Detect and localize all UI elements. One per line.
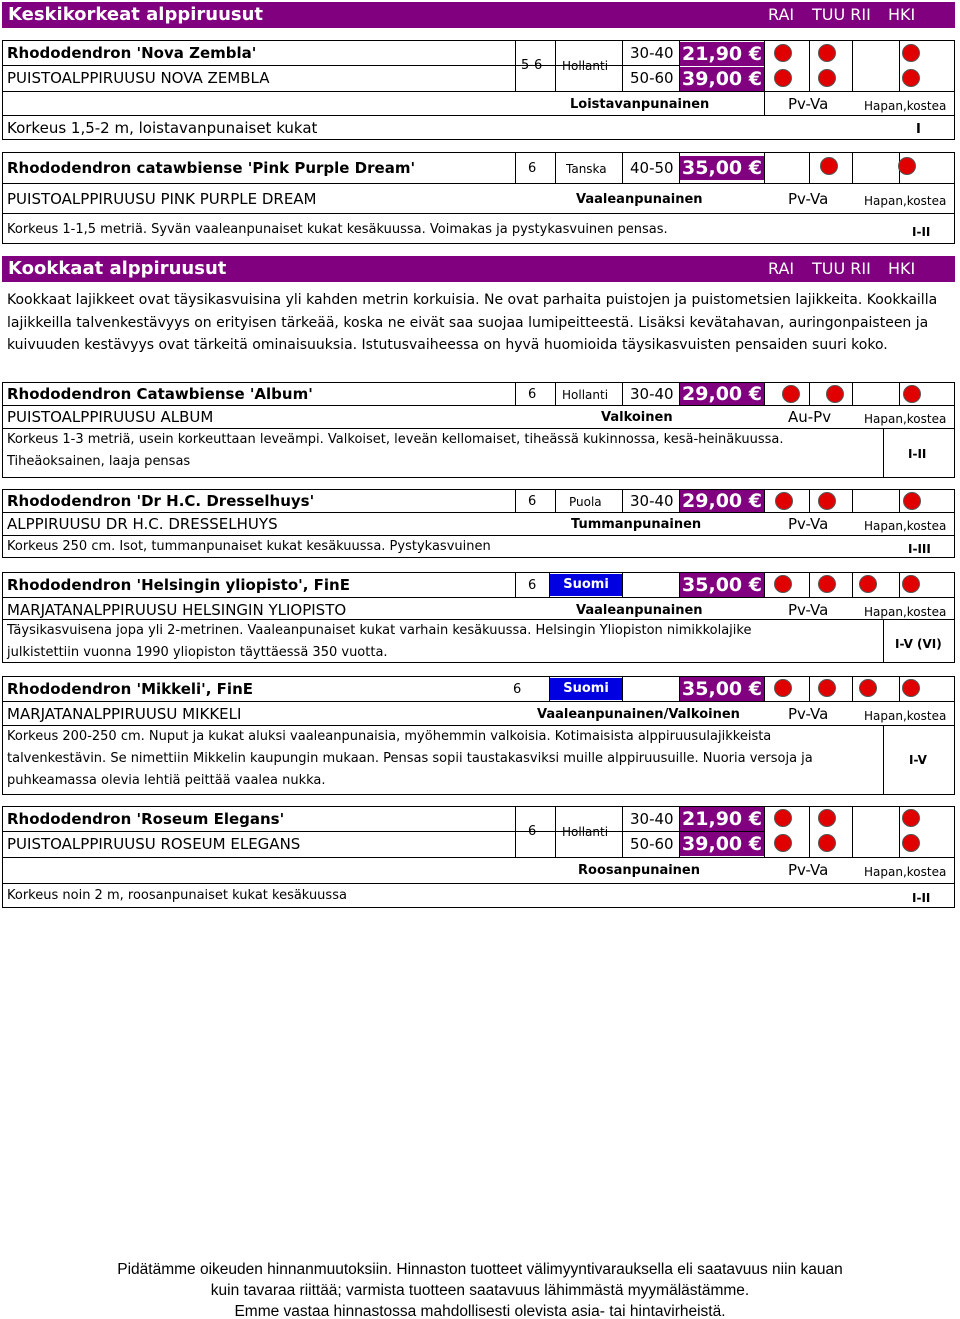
- flower-color: Valkoinen: [601, 410, 673, 425]
- product-album: [2, 382, 955, 478]
- bloom-time: Au-Pv: [788, 408, 832, 426]
- origin: Hollanti: [562, 388, 609, 402]
- soil: Hapan,kostea: [864, 709, 947, 723]
- zone: 5-6: [521, 58, 543, 73]
- description: Tiheäoksainen, laaja pensas: [7, 454, 191, 469]
- soil: Hapan,kostea: [864, 865, 947, 879]
- price: 35,00 €: [680, 156, 764, 180]
- description: talvenkestävin. Se nimettiin Mikkelin kaupungin mukaan. Pensas sopii taustakasviksi muille alppiruusuille. Nuoria versoja ja: [7, 751, 813, 766]
- product-fi-name: MARJATANALPPIRUUSU MIKKELI: [7, 705, 242, 723]
- origin: Hollanti: [562, 825, 609, 839]
- product-helsingin-yliopisto: [2, 572, 955, 663]
- availability-dot: [818, 834, 836, 852]
- flower-color: Loistavanpunainen: [570, 97, 710, 112]
- product-fi-name: PUISTOALPPIRUUSU PINK PURPLE DREAM: [7, 190, 317, 208]
- product-mikkeli: [2, 676, 955, 795]
- store-tuu-rii: TUU RII: [812, 5, 871, 24]
- bloom-time: Pv-Va: [788, 705, 829, 723]
- price: 29,00 €: [680, 383, 764, 405]
- availability-dot: [818, 44, 836, 62]
- hardiness: I: [916, 122, 921, 137]
- product-fi-name: PUISTOALPPIRUUSU ALBUM: [7, 408, 214, 426]
- bloom-time: Pv-Va: [788, 95, 829, 113]
- description: Korkeus 1,5-2 m, loistavanpunaiset kukat: [7, 119, 318, 137]
- availability-dot: [774, 834, 792, 852]
- availability-dot: [826, 385, 844, 403]
- section-title: Keskikorkeat alppiruusut: [8, 4, 264, 25]
- bloom-time: Pv-Va: [788, 601, 829, 619]
- availability-dot: [782, 385, 800, 403]
- store-hki: HKI: [888, 5, 916, 24]
- size: 30-40: [630, 810, 674, 828]
- availability-dot: [902, 44, 920, 62]
- product-fi-name: MARJATANALPPIRUUSU HELSINGIN YLIOPISTO: [7, 601, 347, 619]
- availability-dot: [818, 679, 836, 697]
- availability-dot: [818, 69, 836, 87]
- size: 40-50: [630, 159, 674, 177]
- soil: Hapan,kostea: [864, 194, 947, 208]
- product-nova-zembla: [2, 40, 955, 140]
- origin: Puola: [569, 495, 602, 509]
- product-name: Rhododendron 'Mikkeli', FinE: [7, 680, 253, 698]
- origin: Tanska: [566, 162, 607, 176]
- bloom-time: Pv-Va: [788, 861, 829, 879]
- hardiness: I-II: [912, 225, 931, 239]
- size: 50-60: [630, 835, 674, 853]
- product-roseum-elegans: [2, 806, 955, 908]
- flower-color: Vaaleanpunainen: [576, 603, 703, 618]
- zone: 6: [528, 578, 537, 593]
- origin-finland-badge: Suomi: [550, 574, 622, 596]
- store-rai: RAI: [768, 5, 795, 24]
- description: Korkeus 250 cm. Isot, tummanpunaiset kukat kesäkuussa. Pystykasvuinen: [7, 539, 491, 554]
- store-rai: RAI: [768, 259, 795, 278]
- price: 29,00 €: [680, 490, 764, 512]
- availability-dot: [820, 157, 838, 175]
- product-name: Rhododendron 'Dr H.C. Dresselhuys': [7, 492, 315, 510]
- size: 30-40: [630, 492, 674, 510]
- product-name: Rhododendron catawbiense 'Pink Purple Dream': [7, 159, 416, 177]
- price: 39,00 €: [680, 67, 764, 91]
- bloom-time: Pv-Va: [788, 515, 829, 533]
- description: puhkeamassa olevia lehtiä peittää vaalea nukka.: [7, 773, 326, 788]
- flower-color: Vaaleanpunainen/Valkoinen: [537, 707, 740, 722]
- description: Korkeus 1-3 metriä, usein korkeuttaan leveämpi. Valkoiset, leveän kellomaiset, tiheässä kukinnossa, kesä-heinäkuussa.: [7, 432, 784, 447]
- product-name: Rhododendron 'Helsingin yliopisto', FinE: [7, 576, 350, 594]
- availability-dot: [774, 575, 792, 593]
- availability-dot: [774, 44, 792, 62]
- footer-disclaimer: [0, 1259, 960, 1319]
- description: Korkeus noin 2 m, roosanpunaiset kukat kesäkuussa: [7, 888, 347, 903]
- availability-dot: [903, 492, 921, 510]
- availability-dot: [902, 809, 920, 827]
- section-header-tall: [2, 256, 955, 282]
- zone: 6: [528, 824, 537, 839]
- availability-dot: [859, 679, 877, 697]
- product-name: Rhododendron 'Nova Zembla': [7, 44, 257, 62]
- store-hki: HKI: [888, 259, 916, 278]
- price: 21,90 €: [680, 807, 764, 831]
- flower-color: Roosanpunainen: [578, 863, 701, 878]
- product-fi-name: ALPPIRUUSU DR H.C. DRESSELHUYS: [7, 515, 278, 533]
- product-name: Rhododendron 'Roseum Elegans': [7, 810, 285, 828]
- product-pink-purple-dream: [2, 152, 955, 244]
- bloom-time: Pv-Va: [788, 190, 829, 208]
- product-dresselhuys: [2, 489, 955, 558]
- size: 50-60: [630, 69, 674, 87]
- footer-line: Emme vastaa hinnastossa mahdollisesti olevista asia- tai hintavirheistä.: [234, 1303, 726, 1319]
- hardiness: I-V (VI): [895, 637, 942, 651]
- availability-dot: [902, 575, 920, 593]
- soil: Hapan,kostea: [864, 412, 947, 426]
- size: 30-40: [630, 44, 674, 62]
- price: 35,00 €: [680, 677, 764, 701]
- zone: 6: [528, 161, 537, 176]
- section-title: Kookkaat alppiruusut: [8, 258, 227, 279]
- price: 39,00 €: [680, 832, 764, 856]
- availability-dot: [818, 575, 836, 593]
- availability-dot: [774, 809, 792, 827]
- availability-dot: [902, 69, 920, 87]
- flower-color: Tummanpunainen: [571, 517, 702, 532]
- store-tuu-rii: TUU RII: [812, 259, 871, 278]
- availability-dot: [818, 809, 836, 827]
- availability-dot: [903, 385, 921, 403]
- size: 30-40: [630, 385, 674, 403]
- hardiness: I-II: [912, 891, 931, 905]
- price: 21,90 €: [680, 42, 764, 66]
- soil: Hapan,kostea: [864, 519, 947, 533]
- hardiness: I-II: [908, 447, 927, 461]
- footer-line: kuin tavaraa riittää; varmista tuotteen saatavuus lähimmästä myymälästämme.: [210, 1282, 750, 1299]
- zone: 6: [528, 387, 537, 402]
- availability-dot: [859, 575, 877, 593]
- section-intro: Kookkaat lajikkeet ovat täysikasvuisina yli kahden metrin korkuisia. Ne ovat parhaita puistojen ja puistometsien lajikkeita. Kookkailla lajikkeilla talvenkestävyys on erityisen tärkeää, koska ne eivät saa suojaa lumipeitteestä. Lisäksi kevätahavan, auringonpaisteen ja kuivuuden kestävyys ovat tärkeitä ominaisuuksia. Istutusvaiheessa on hyvä huomioida täysikasvuisten pensaiden suuri koko.: [7, 292, 938, 353]
- availability-dot: [902, 679, 920, 697]
- description: Korkeus 1-1,5 metriä. Syvän vaaleanpunaiset kukat kesäkuussa. Voimakas ja pystykasvuinen pensas.: [7, 222, 668, 237]
- product-name: Rhododendron Catawbiense 'Album': [7, 385, 313, 403]
- availability-dot: [898, 157, 916, 175]
- availability-dot: [774, 69, 792, 87]
- availability-dot: [818, 492, 836, 510]
- zone: 6: [513, 682, 522, 697]
- hardiness: I-III: [908, 542, 931, 556]
- origin: Hollanti: [562, 59, 609, 73]
- zone: 6: [528, 494, 537, 509]
- availability-dot: [774, 679, 792, 697]
- description: julkistettiin vuonna 1990 yliopiston täyttäessä 350 vuotta.: [7, 645, 388, 660]
- product-fi-name: PUISTOALPPIRUUSU NOVA ZEMBLA: [7, 69, 270, 87]
- footer-line: Pidätämme oikeuden hinnanmuutoksiin. Hinnaston tuotteet välimyyntivarauksella eli saatavuus niin kauan: [117, 1261, 843, 1278]
- origin-finland-badge: Suomi: [550, 678, 622, 700]
- product-fi-name: PUISTOALPPIRUUSU ROSEUM ELEGANS: [7, 835, 301, 853]
- price: 35,00 €: [680, 573, 764, 597]
- availability-dot: [902, 834, 920, 852]
- section-header-medium: [2, 2, 955, 28]
- hardiness: I-V: [909, 753, 927, 767]
- description: Täysikasvuisena jopa yli 2-metrinen. Vaaleanpunaiset kukat varhain kesäkuussa. Helsingin Yliopiston nimikkolajike: [7, 623, 752, 638]
- soil: Hapan,kostea: [864, 605, 947, 619]
- availability-dot: [775, 492, 793, 510]
- soil: Hapan,kostea: [864, 99, 947, 113]
- description: Korkeus 200-250 cm. Nuput ja kukat aluksi vaaleanpunaisia, myöhemmin valkoisia. Kotimaisista alppiruusulajikkeista: [7, 729, 772, 744]
- flower-color: Vaaleanpunainen: [576, 192, 703, 207]
